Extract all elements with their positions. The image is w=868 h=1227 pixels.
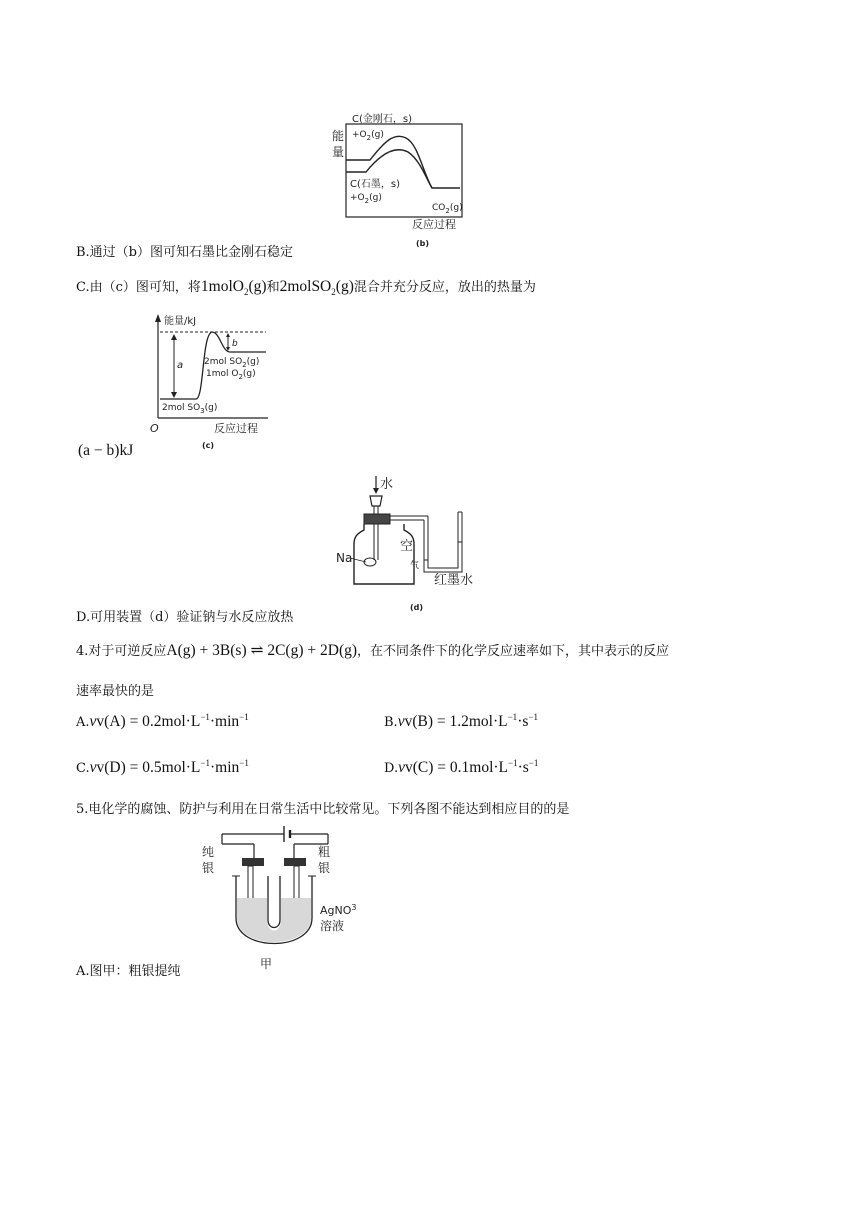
crude-ag-label-1: 粗: [318, 845, 331, 859]
label-b: b: [232, 339, 238, 349]
ylabel-1: 能: [332, 129, 345, 143]
caption-c: (c): [202, 441, 215, 450]
crude-ag-label-2: 银: [318, 861, 331, 875]
energy-diagram-c: [148, 310, 273, 450]
q4-stem-line2: 速率最快的是: [76, 684, 155, 699]
caption-jia: 甲: [260, 957, 273, 971]
origin-c: O: [150, 422, 159, 435]
figure-b: [332, 112, 472, 252]
graphite-label: C(石墨，s): [350, 179, 400, 190]
agno3-label: AgNO$^3$: [320, 903, 357, 917]
diamond-o2: $+O_2(g)$: [352, 130, 384, 142]
option-b: B.通过（b）图可知石墨比金刚石稳定: [76, 245, 294, 260]
ylabel-c: 能量/kJ: [164, 316, 197, 327]
pure-ag-label-1: 纯: [202, 845, 215, 859]
figure-jia: [196, 822, 366, 972]
q4-option-a: $A.vv(A) = 0.2mol\cdot L^{-1}\cdot\min^{-1}$: [76, 712, 249, 731]
option-c-answer: (a − b)kJ: [78, 442, 134, 459]
diamond-label: C(金刚石，s): [352, 114, 412, 125]
figure-c: [148, 310, 273, 450]
xlabel-c: 反应过程: [214, 422, 258, 435]
q5-option-a: A.图甲：粗银提纯: [76, 964, 181, 979]
label-a: a: [177, 360, 184, 371]
reactant-so2: 2mol $SO_2(g)$: [204, 357, 260, 369]
q4-stem: 4.对于可逆反应A(g) + 3B(s) ⇌ 2C(g) + 2D(g)，在不同条件下的化学反应速率如下，其中表示的反应: [76, 642, 670, 659]
solution-label: 溶液: [320, 919, 345, 933]
option-c: C.由（c）图可知，将1molO$_2$(g)和2molSO$_2$(g)混合并充分反应，放出的热量为: [76, 278, 536, 298]
caption-d: (d): [410, 603, 424, 612]
q5-stem: 5.电化学的腐蚀、防护与利用在日常生活中比较常见。下列各图不能达到相应目的的是: [76, 802, 570, 817]
ink-label: 红墨水: [434, 573, 474, 588]
apparatus-d: [330, 472, 490, 614]
xlabel-b: 反应过程: [412, 218, 456, 231]
pure-ag-label-2: 银: [202, 861, 215, 875]
air-label: 空: [400, 539, 414, 554]
q4-option-d: $D.vv(C) = 0.1mol\cdot L^{-1}\cdot s^{-1}$: [384, 758, 539, 777]
reactant-o2: 1mol $O_2(g)$: [206, 369, 256, 381]
air-label-2: 气: [410, 561, 420, 571]
electrolysis-apparatus: [196, 822, 366, 972]
co2-label: $CO_2(g)$: [432, 203, 463, 215]
water-label: 水: [380, 477, 394, 492]
energy-diagram-b: [332, 112, 472, 252]
q4-option-c: $C.vv(D) = 0.5mol\cdot L^{-1}\cdot\min^{-1}$: [76, 758, 249, 777]
ylabel-2: 量: [332, 145, 345, 159]
figure-d: [330, 472, 490, 614]
graphite-o2: $+O_2(g)$: [350, 193, 382, 205]
caption-b: (b): [416, 239, 430, 248]
q4-option-b: $B.vv(B) = 1.2mol\cdot L^{-1}\cdot s^{-1}$: [384, 712, 538, 731]
na-label: Na: [336, 551, 353, 565]
product-so3: 2mol $SO_3(g)$: [162, 403, 218, 415]
option-d: D.可用装置（d）验证钠与水反应放热: [76, 610, 294, 625]
